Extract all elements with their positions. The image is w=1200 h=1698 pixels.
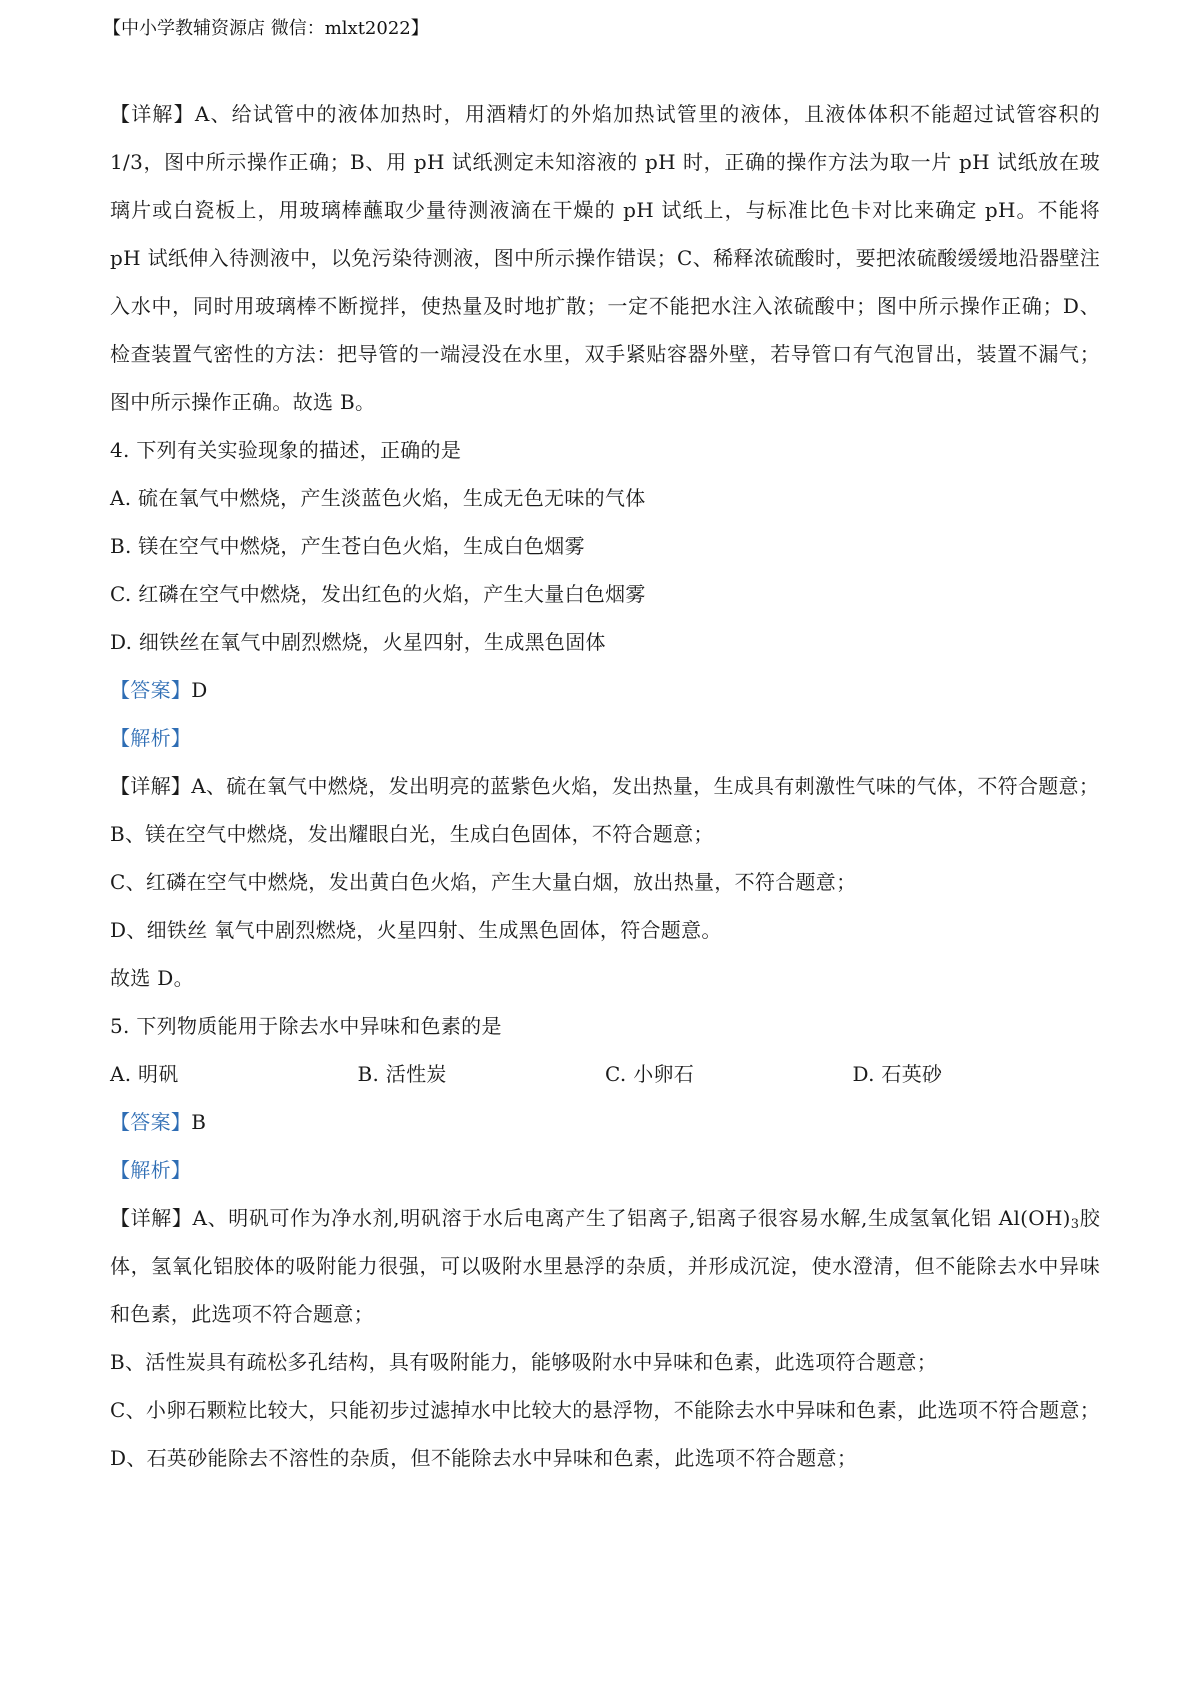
analysis-tag: 【解析】 xyxy=(110,1158,192,1182)
q5-detail-a xyxy=(110,1194,1100,1338)
q4-conclusion: 故选 D。 xyxy=(110,966,194,990)
document-body xyxy=(110,90,1100,1482)
q5-detail-d: D、石英砂能除去不溶性的杂质，但不能除去水中异味和色素，此选项不符合题意； xyxy=(110,1446,858,1470)
q5-detail-b: B、活性炭具有疏松多孔结构，具有吸附能力，能够吸附水中异味和色素，此选项符合题意； xyxy=(110,1350,937,1374)
detail-tag: 【详解】 xyxy=(110,1206,193,1230)
q4-detail-b: B、镁在空气中燃烧，发出耀眼白光，生成白色固体，不符合题意； xyxy=(110,822,714,846)
q4-detail-d: D、细铁丝 氧气中剧烈燃烧，火星四射、生成黑色固体，符合题意。 xyxy=(110,918,722,942)
q3-detail xyxy=(110,90,1100,426)
q4-stem: 4. 下列有关实验现象的描述，正确的是 xyxy=(110,438,462,462)
detail-tag: 【详解】 xyxy=(110,774,192,798)
detail-text: A、明矾可作为净水剂,明矾溶于水后电离产生了铝离子,铝离子很容易水解,生成氢氧化铝 Al(OH) xyxy=(192,1206,1071,1230)
q5-option-b: B. 活性炭 xyxy=(357,1062,447,1086)
answer-value: D xyxy=(191,678,208,702)
q5-answer xyxy=(110,1098,1100,1146)
q5-stem: 5. 下列物质能用于除去水中异味和色素的是 xyxy=(110,1014,502,1038)
q4-analysis xyxy=(110,714,1100,762)
q4-option-c: C. 红磷在空气中燃烧，发出红色的火焰，产生大量白色烟雾 xyxy=(110,582,646,606)
answer-value: B xyxy=(191,1110,207,1134)
q4-detail-a xyxy=(110,762,1100,810)
q4-answer xyxy=(110,666,1100,714)
q4-option-b: B. 镁在空气中燃烧，产生苍白色火焰，生成白色烟雾 xyxy=(110,534,585,558)
subscript-3: 3 xyxy=(1070,1217,1080,1232)
q5-options xyxy=(110,1050,1100,1098)
q5-detail-c: C、小卵石颗粒比较大，只能初步过滤掉水中比较大的悬浮物，不能除去水中异味和色素，此选项不符合题意； xyxy=(110,1398,1101,1422)
q4-option-a: A. 硫在氧气中燃烧，产生淡蓝色火焰，生成无色无味的气体 xyxy=(110,486,646,510)
q5-option-c: C. 小卵石 xyxy=(605,1062,695,1086)
q5-option-d: D. 石英砂 xyxy=(852,1062,943,1086)
answer-tag: 【答案】 xyxy=(110,678,192,702)
detail-tag: 【详解】 xyxy=(110,102,195,126)
q5-analysis xyxy=(110,1146,1100,1194)
answer-tag: 【答案】 xyxy=(110,1110,192,1134)
detail-text-cont: 胶体，氢氧化铝胶体的吸附能力很强，可以吸附水里悬浮的杂质，并形成沉淀，使水澄清，但不能除去水中异味和色素，此选项不符合题意； xyxy=(110,1206,1101,1326)
analysis-tag: 【解析】 xyxy=(110,726,192,750)
page-header-watermark: 【中小学教辅资源店 微信：mlxt2022】 xyxy=(103,18,429,39)
q5-option-a: A. 明矾 xyxy=(110,1062,179,1086)
q4-detail-c: C、红磷在空气中燃烧，发出黄白色火焰，产生大量白烟，放出热量，不符合题意； xyxy=(110,870,857,894)
q3-detail-text: A、给试管中的液体加热时，用酒精灯的外焰加热试管里的液体，且液体体积不能超过试管容积的1/3，图中所示操作正确；B、用 pH 试纸测定未知溶液的 pH 时，正确的操作方法为取一片 pH 试纸放在玻璃片或白瓷板上，用玻璃棒蘸取少量待测液滴在干燥的 pH 试纸上，与标准比色卡对比来确定 pH。不能将 pH 试纸伸入待测液中，以免污染待测液，图中所示操作错误；C、稀释浓硫酸时，要把浓硫酸缓缓地沿器壁注入水中，同时用玻璃棒不断搅拌，使热量及时地扩散；一定不能把水注入浓硫酸中；图中所示操作正确；D、检查装置气密性的方法：把导管的一端浸没在水里，双手紧贴容器外壁，若导管口有气泡冒出，装置不漏气；图中所示操作正确。故选 B。 xyxy=(110,102,1101,414)
q4-option-d: D. 细铁丝在氧气中剧烈燃烧，火星四射，生成黑色固体 xyxy=(110,630,606,654)
detail-text: A、硫在氧气中燃烧，发出明亮的蓝紫色火焰，发出热量，生成具有刺激性气味的气体，不符合题意； xyxy=(191,774,1100,798)
